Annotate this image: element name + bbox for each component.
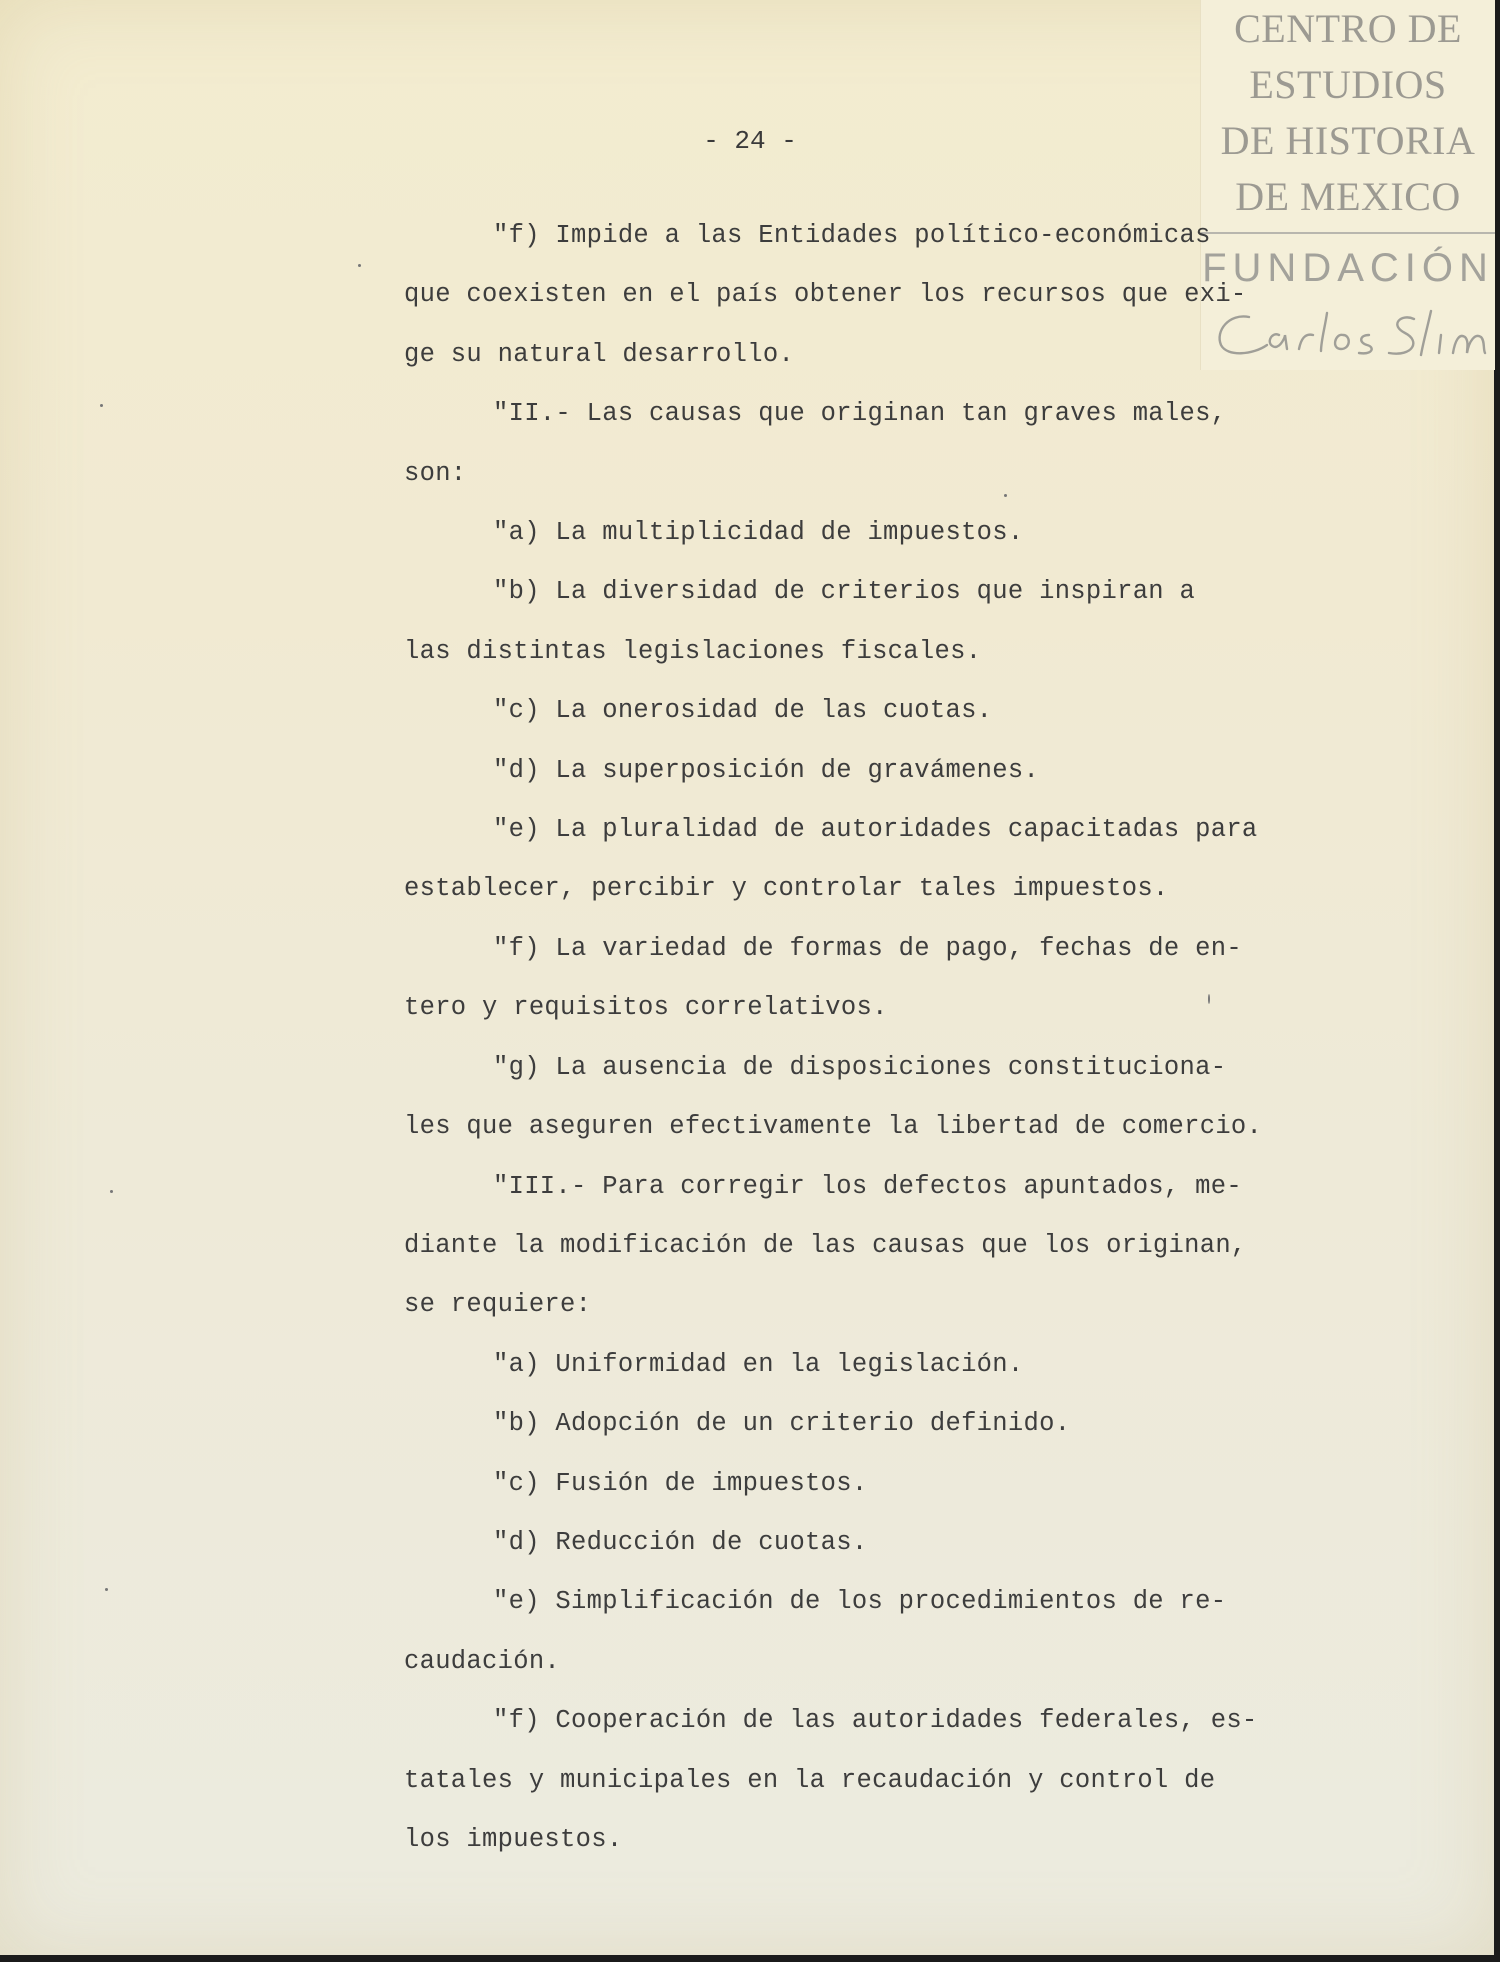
text-line: "II.- Las causas que originan tan graves males, — [493, 399, 1227, 429]
stamp-line-1: CENTRO DE — [1234, 6, 1462, 51]
text-line: "a) La multiplicidad de impuestos. — [493, 518, 1024, 548]
text-line: "g) La ausencia de disposiciones constituciona- — [493, 1052, 1227, 1082]
text-line: caudación. — [404, 1646, 561, 1676]
text-line: las distintas legislaciones fiscales. — [404, 636, 982, 666]
page-number: - 24 - — [703, 126, 797, 156]
stamp-line-2: ESTUDIOS — [1249, 62, 1447, 107]
text-line: "a) Uniformidad en la legislación. — [493, 1349, 1024, 1379]
text-line: "b) La diversidad de criterios que inspiran a — [493, 577, 1196, 607]
text-line: "e) Simplificación de los procedimientos de re- — [493, 1587, 1227, 1617]
text-line: "f) Cooperación de las autoridades federales, es- — [493, 1706, 1258, 1736]
text-line: tatales y municipales en la recaudación y control de — [404, 1765, 1216, 1795]
text-line: establecer, percibir y controlar tales impuestos. — [404, 874, 1169, 904]
text-line: "c) La onerosidad de las cuotas. — [493, 696, 993, 726]
text-line: son: — [404, 458, 467, 488]
stamp-line-4: DE MEXICO — [1235, 174, 1461, 219]
text-line: les que aseguren efectivamente la libertad de comercio. — [404, 1112, 1263, 1142]
text-line: diante la modificación de las causas que los originan, — [404, 1230, 1247, 1260]
text-line: "d) La superposición de gravámenes. — [493, 755, 1040, 785]
text-line: que coexisten en el país obtener los recursos que exi- — [404, 280, 1247, 310]
text-line: "f) Impide a las Entidades político-económicas — [493, 221, 1211, 250]
stamp-line-3: DE HISTORIA — [1220, 118, 1476, 163]
text-line: tero y requisitos correlativos. — [404, 993, 888, 1023]
text-line: "b) Adopción de un criterio definido. — [493, 1409, 1071, 1439]
stamp-foundation: FUNDACIÓN — [1202, 246, 1494, 290]
text-line: los impuestos. — [404, 1824, 623, 1854]
text-line: "e) La pluralidad de autoridades capacitadas para — [493, 815, 1258, 845]
text-line: "d) Reducción de cuotas. — [493, 1527, 868, 1557]
text-line: ge su natural desarrollo. — [404, 339, 795, 369]
text-line: "III.- Para corregir los defectos apuntados, me- — [493, 1171, 1242, 1201]
text-line: "f) La variedad de formas de pago, fechas de en- — [493, 933, 1242, 963]
text-line: se requiere: — [404, 1290, 592, 1320]
text-line: "c) Fusión de impuestos. — [493, 1468, 868, 1498]
body-text — [404, 206, 1384, 1869]
